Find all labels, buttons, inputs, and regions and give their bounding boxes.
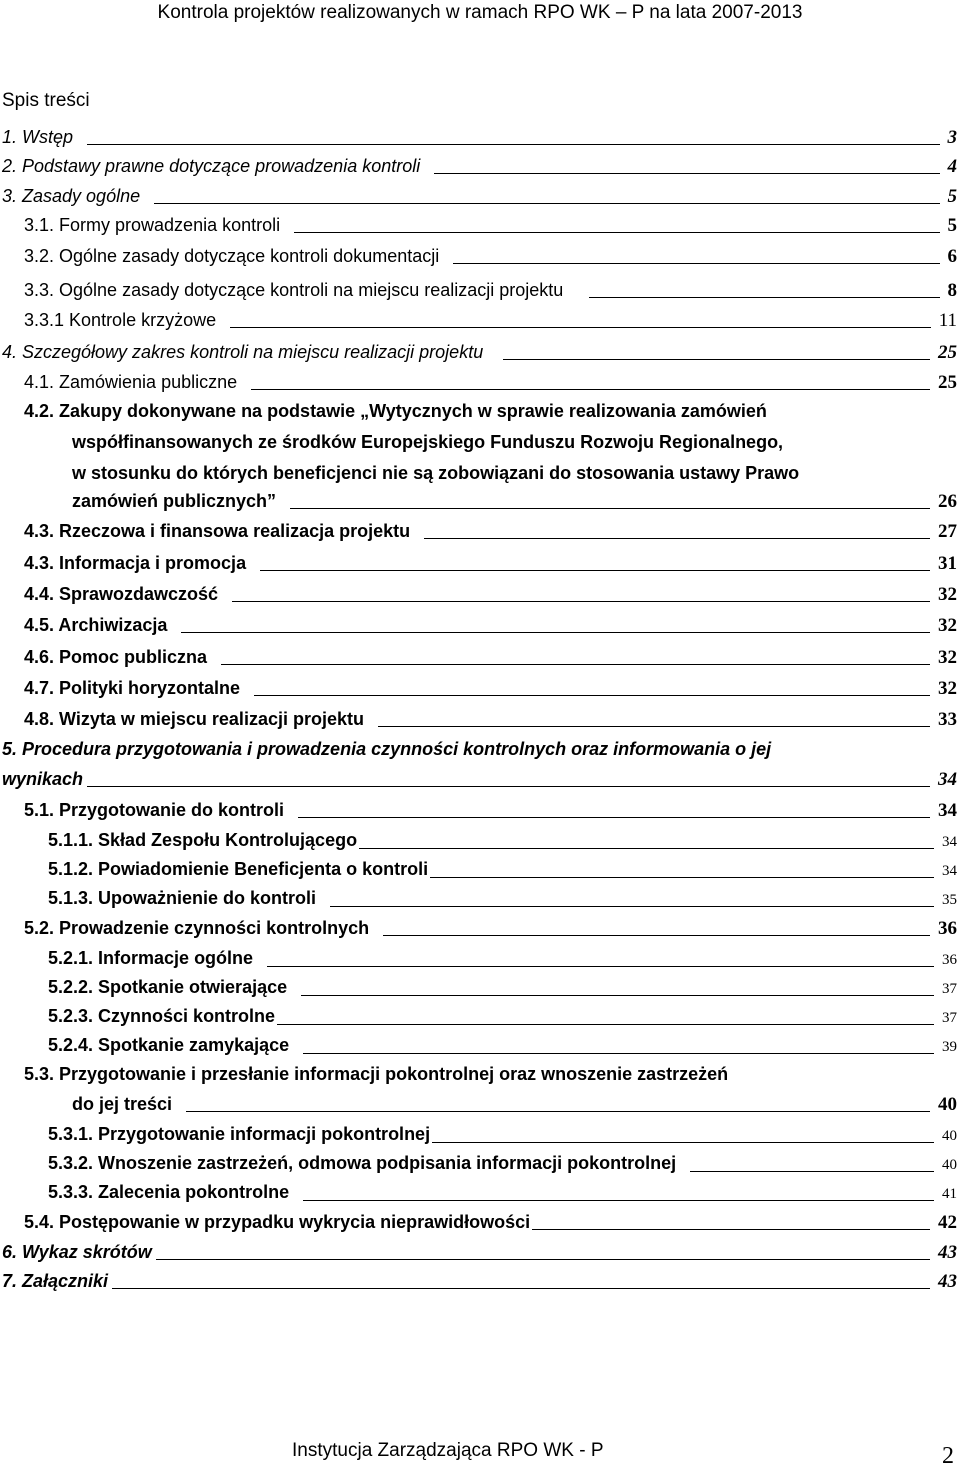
toc-entry-label: 5.1.1. Skład Zespołu Kontrolującego — [48, 830, 358, 850]
toc-entry-page: 32 — [938, 647, 957, 668]
toc-leader — [87, 143, 939, 145]
toc-entry[interactable] — [24, 367, 957, 398]
toc-entry-label: do jej treści — [72, 1094, 173, 1114]
toc-entry-page: 25 — [938, 342, 957, 363]
toc-entry-page: 40 — [942, 1157, 957, 1173]
toc-entry-page: 36 — [942, 952, 957, 968]
page-footer: Instytucja Zarządzająca RPO WK - P — [292, 1440, 604, 1461]
toc-leader — [503, 358, 930, 360]
toc-leader — [303, 1199, 934, 1201]
toc-entry-label: 5.2.4. Spotkanie zamykające — [48, 1035, 290, 1055]
toc-entry-page: 40 — [938, 1094, 957, 1115]
toc-entry[interactable] — [24, 642, 957, 673]
toc-entry[interactable] — [24, 548, 957, 579]
toc-leader — [434, 172, 939, 174]
toc-entry-page: 40 — [942, 1128, 957, 1144]
toc-leader — [277, 1023, 934, 1025]
toc-entry-page: 3 — [947, 127, 957, 148]
toc-entry[interactable] — [24, 1207, 957, 1238]
toc-entry-label: 4. Szczegółowy zakres kontroli na miejscu realizacji projektu — [2, 342, 484, 362]
toc-entry-label: 5.2.2. Spotkanie otwierające — [48, 977, 288, 997]
toc-leader — [290, 507, 930, 509]
toc-entry-label: 3.3. Ogólne zasady dotyczące kontroli na miejscu realizacji projektu — [24, 280, 564, 300]
toc-entry[interactable] — [24, 210, 957, 241]
toc-entry[interactable] — [24, 610, 957, 641]
toc-entry-page: 27 — [938, 521, 957, 542]
toc-entry-label: 5.2.3. Czynności kontrolne — [48, 1006, 276, 1026]
toc-entry-page: 34 — [938, 769, 957, 790]
toc-entry[interactable] — [2, 764, 957, 795]
toc-entry-page: 11 — [938, 310, 957, 331]
toc-entry-page: 5 — [947, 186, 957, 207]
toc-leader — [112, 1287, 930, 1289]
toc-entry-page: 32 — [938, 678, 957, 699]
toc-entry-label: wynikach — [2, 769, 84, 789]
toc-entry-page: 32 — [938, 584, 957, 605]
toc-entry-label: 5.3.2. Wnoszenie zastrzeżeń, odmowa podpisania informacji pokontrolnej — [48, 1153, 677, 1173]
toc-leader — [532, 1228, 930, 1230]
toc-entry-label: 5.1.2. Powiadomienie Beneficjenta o kontroli — [48, 859, 429, 879]
toc-entry[interactable] — [48, 825, 957, 857]
toc-entry[interactable] — [48, 1001, 957, 1033]
toc-entry-page: 34 — [942, 834, 957, 850]
toc-leader — [424, 537, 930, 539]
toc-entry[interactable] — [24, 673, 957, 704]
toc-leader — [221, 663, 930, 665]
toc-leader — [156, 1258, 930, 1260]
toc-entry-page: 43 — [938, 1242, 957, 1263]
toc-entry-label: 5.3.1. Przygotowanie informacji pokontrolnej — [48, 1124, 431, 1144]
toc-leader — [690, 1170, 934, 1172]
toc-entry[interactable] — [72, 1089, 957, 1120]
toc-entry[interactable] — [24, 704, 957, 735]
toc-entry-label: 4.1. Zamówienia publiczne — [24, 372, 238, 392]
toc-leader — [378, 725, 930, 727]
toc-entry-label: zamówień publicznych” — [72, 491, 277, 511]
toc-leader — [230, 326, 931, 328]
toc-entry[interactable] — [2, 181, 957, 212]
toc-entry-label: 5.4. Postępowanie w przypadku wykrycia nieprawidłowości — [24, 1212, 531, 1232]
toc-entry-label: 4.6. Pomoc publiczna — [24, 647, 208, 667]
toc-entry-page: 25 — [938, 372, 957, 393]
toc-entry-page: 39 — [942, 1039, 957, 1055]
toc-entry-page: 4 — [947, 156, 957, 177]
toc-entry[interactable] — [2, 151, 957, 182]
toc-entry-label: 4.4. Sprawozdawczość — [24, 584, 219, 604]
toc-entry[interactable] — [2, 337, 957, 368]
toc-entry[interactable] — [2, 1237, 957, 1268]
toc-entry[interactable] — [48, 1119, 957, 1151]
toc-entry-page: 8 — [947, 280, 957, 301]
toc-entry-page: 34 — [938, 800, 957, 821]
toc-entry-label: 4.7. Polityki horyzontalne — [24, 678, 241, 698]
toc-entry[interactable] — [72, 486, 957, 517]
toc-leader — [251, 388, 930, 390]
toc-entry-multiline[interactable] — [24, 396, 957, 489]
toc-entry[interactable] — [48, 972, 957, 1004]
toc-entry-page: 6 — [947, 246, 957, 267]
toc-entry-page: 43 — [938, 1271, 957, 1292]
toc-entry[interactable] — [48, 854, 957, 886]
page-header: Kontrola projektów realizowanych w ramach RPO WK – P na lata 2007-2013 — [157, 2, 803, 23]
toc-entry[interactable] — [2, 122, 957, 153]
toc-entry[interactable] — [48, 1148, 957, 1180]
toc-entry[interactable] — [2, 1266, 957, 1297]
toc-entry-label-line: 5. Procedura przygotowania i prowadzenia czynności kontrolnych oraz informowania o jej — [2, 739, 772, 759]
toc-leader — [154, 202, 939, 204]
page-number: 2 — [942, 1443, 954, 1469]
toc-entry-label-line: 5.3. Przygotowanie i przesłanie informacji pokontrolnej oraz wnoszenie zastrzeżeń — [24, 1064, 729, 1084]
toc-entry-label: 4.3. Rzeczowa i finansowa realizacja projektu — [24, 521, 411, 541]
toc-entry-page: 5 — [947, 215, 957, 236]
toc-entry[interactable] — [24, 305, 957, 336]
toc-leader — [260, 569, 930, 571]
toc-entry[interactable] — [24, 579, 957, 610]
toc-leader — [453, 262, 939, 264]
toc-leader — [430, 876, 934, 878]
toc-entry-label: 3.2. Ogólne zasady dotyczące kontroli dokumentacji — [24, 246, 440, 266]
toc-leader — [383, 934, 930, 936]
toc-entry-page: 42 — [938, 1212, 957, 1233]
toc-leader — [359, 847, 934, 849]
toc-entry-page: 26 — [938, 491, 957, 512]
toc-entry-page: 41 — [942, 1186, 957, 1202]
toc-leader — [330, 905, 934, 907]
toc-entry-multiline[interactable] — [2, 734, 957, 765]
toc-entry-label: 3.3.1 Kontrole krzyżowe — [24, 310, 217, 330]
toc-entry-label: 5.2. Prowadzenie czynności kontrolnych — [24, 918, 370, 938]
toc-entry-label: 7. Załączniki — [2, 1271, 109, 1291]
toc-entry[interactable] — [48, 943, 957, 975]
toc-entry-label: 4.3. Informacja i promocja — [24, 553, 247, 573]
toc-leader — [301, 994, 934, 996]
toc-entry-multiline[interactable] — [24, 1059, 957, 1090]
toc-entry-label: 5.1. Przygotowanie do kontroli — [24, 800, 285, 820]
toc-leader — [232, 600, 930, 602]
toc-entry[interactable] — [24, 913, 957, 944]
toc-leader — [298, 816, 930, 818]
toc-entry[interactable] — [24, 275, 957, 306]
toc-entry-page: 33 — [938, 709, 957, 730]
toc-entry[interactable] — [48, 1030, 957, 1062]
toc-entry-label: 1. Wstęp — [2, 127, 74, 147]
toc-entry-label: 3.1. Formy prowadzenia kontroli — [24, 215, 281, 235]
toc-leader — [87, 785, 930, 787]
toc-entry-label: 6. Wykaz skrótów — [2, 1242, 152, 1262]
toc-entry-label: 5.2.1. Informacje ogólne — [48, 948, 254, 968]
toc-entry-label-line: współfinansowanych ze środków Europejskiego Funduszu Rozwoju Regionalnego, — [72, 432, 784, 452]
toc-leader — [254, 694, 930, 696]
toc-title: Spis treści — [2, 90, 90, 111]
toc-leader — [267, 965, 934, 967]
toc-entry[interactable] — [48, 883, 957, 915]
toc-entry-label-line: w stosunku do których beneficjenci nie są zobowiązani do stosowania ustawy Prawo — [72, 463, 800, 483]
toc-leader — [294, 231, 939, 233]
toc-entry-page: 36 — [938, 918, 957, 939]
toc-entry-page: 37 — [942, 1010, 957, 1026]
toc-entry-page: 35 — [942, 892, 957, 908]
toc-entry[interactable] — [48, 1177, 957, 1209]
toc-entry-label: 2. Podstawy prawne dotyczące prowadzenia kontroli — [2, 156, 421, 176]
toc-entry-label: 4.5. Archiwizacja — [24, 615, 168, 635]
toc-leader — [186, 1110, 930, 1112]
toc-entry-label: 4.8. Wizyta w miejscu realizacji projektu — [24, 709, 364, 729]
toc-entry-page: 37 — [942, 981, 957, 997]
toc-entry[interactable] — [24, 516, 957, 547]
toc-entry-page: 31 — [938, 553, 957, 574]
toc-entry-page: 34 — [942, 863, 957, 879]
toc-leader — [589, 296, 939, 298]
toc-entry[interactable] — [24, 795, 957, 826]
toc-entry[interactable] — [24, 241, 957, 272]
toc-leader — [432, 1141, 934, 1143]
toc-leader — [181, 631, 930, 633]
toc-entry-label: 3. Zasady ogólne — [2, 186, 141, 206]
toc-entry-label: 5.3.3. Zalecenia pokontrolne — [48, 1182, 290, 1202]
toc-entry-page: 32 — [938, 615, 957, 636]
toc-leader — [303, 1052, 934, 1054]
toc-entry-label-line: 4.2. Zakupy dokonywane na podstawie „Wytycznych w sprawie realizowania zamówień — [24, 401, 767, 421]
toc-entry-label: 5.1.3. Upoważnienie do kontroli — [48, 888, 317, 908]
